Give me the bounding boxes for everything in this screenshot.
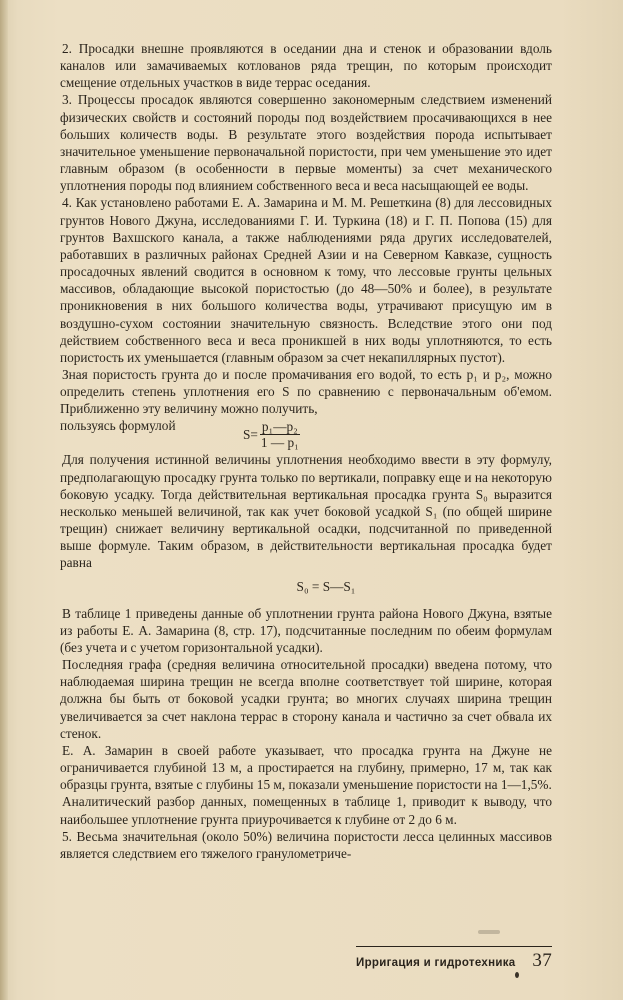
page-footer (356, 946, 552, 972)
paragraph-true-compaction: Для получения истинной величины уплотнения необходимо ввести в эту формулу, предполагающую просадку грунта только по вертикали, поправку еще и на некоторую боковую усадку. Тогда действительная вертикальная просадка грунта S₀ выразится несколько меньшей величиной, так как учет боковой усадкой S₁ (по общей ширине трещин) снижает величину вертикальной осадки, подсчитанной по приведенной выше формуле. Таким образом, в действительности вертикальная просадка будет равна (60, 452, 552, 571)
compaction-formula (243, 419, 301, 450)
body-text (60, 40, 552, 862)
vertical-settlement-formula: S₀ = S—S₁ (296, 578, 356, 594)
faint-stamp-mark (478, 930, 500, 934)
page-number: 37 (532, 950, 552, 971)
page-edge-shadow (0, 0, 8, 1000)
paragraph-zamarin: Е. А. Замарин в своей работе указывает, что просадка грунта на Джуне не ограничивается глубиной 13 м, а простирается на глубину, примерно, 17 м, так как образцы грунта, взятые с глубины 15 м, показали уменьшение пористости на 1—1,5%. (60, 742, 552, 793)
formula-lhs: S= (243, 427, 258, 443)
formula-numerator: p₁—p₂ (261, 419, 298, 435)
paragraph-2: 2. Просадки внешне проявляются в оседании дна и стенок и образовании вдоль каналов или замачиваемых котлованов ряда трещин, по которым происходит смещение отдельных участков в виде террас оседания. (60, 41, 552, 91)
formula-denominator: 1 — p₁ (260, 435, 299, 451)
paragraph-5: 5. Весьма значительная (около 50%) величина пористости лесса целинных массивов является следствием его тяжелого гранулометриче- (60, 828, 552, 861)
formula-intro: пользуясь формулой (60, 418, 176, 434)
paragraph-analysis: Аналитический разбор данных, помещенных в таблице 1, приводит к выводу, что наибольшее уплотнение грунта приурочивается к глубине от 2 до 6 м. (60, 794, 552, 827)
paragraph-last-column: Последняя графа (средняя величина относительной просадки) введена потому, что наблюдаемая ширина трещин не всегда вполне соответствует той ширине, которая должна бы быть от боковой усадки грунта; во многих случаях ширина трещин увеличивается за счет наклона террас в сторону канала и частично за счет обвала их стенок. (60, 657, 552, 741)
formula-line (60, 417, 552, 451)
paragraph-4: 4. Как установлено работами Е. А. Замарина и М. М. Решеткина (8) для лессовидных грунтов Нового Джуна, исследованиями Г. И. Туркина (18) и Г. П. Попова (15) для грунтов Вахшского канала, а также наблюдениями ряда других исследователей, работавших в различных районах Средней Азии и на Северном Кавказе, сущность просадочных явлений сводится в основном к тому, что лессовые грунты цельных массивов, обладающие высокой пористостью (до 48—50% и более), в результате проникновения в них большого количества воды, утрачивают присущую им в воздушно-сухом состоянии значительную связность. Вследствие этого они под действием собственного веса и веса проникшей в них воды уплотняются, то есть пористость их уменьшается (главным образом за счет некапиллярных пустот). (60, 195, 552, 365)
paragraph-porosity: Зная пористость грунта до и после промачивания его водой, то есть p₁ и p₂, можно определить степень уплотнения его S по сравнению с первоначальным об'емом. Приближенно эту величину можно получить, (60, 366, 552, 417)
ink-dot (515, 972, 519, 978)
paragraph-3: 3. Процессы просадок являются совершенно закономерным следствием изменений физических свойств и состояний породы под воздействием просачивающихся в нее больших количеств воды. В результате этого воздействия порода испытывает значительное уменьшение первоначальной пористости, при чем уменьшение это идет главным образом (в особенности в первые моменты) за счет механического уплотнения породы под влиянием собственного веса и веса насыщающей ее воды. (60, 92, 552, 194)
journal-title: Ирригация и гидротехника (356, 957, 516, 969)
formula-fraction (259, 419, 301, 450)
paragraph-table-intro: В таблице 1 приведены данные об уплотнении грунта района Нового Джуна, взятые из работы Е. А. Замарина (8, стр. 17), подсчитанные последним по обеим формулам (без учета и с учетом горизонтальной усадки). (60, 605, 552, 655)
